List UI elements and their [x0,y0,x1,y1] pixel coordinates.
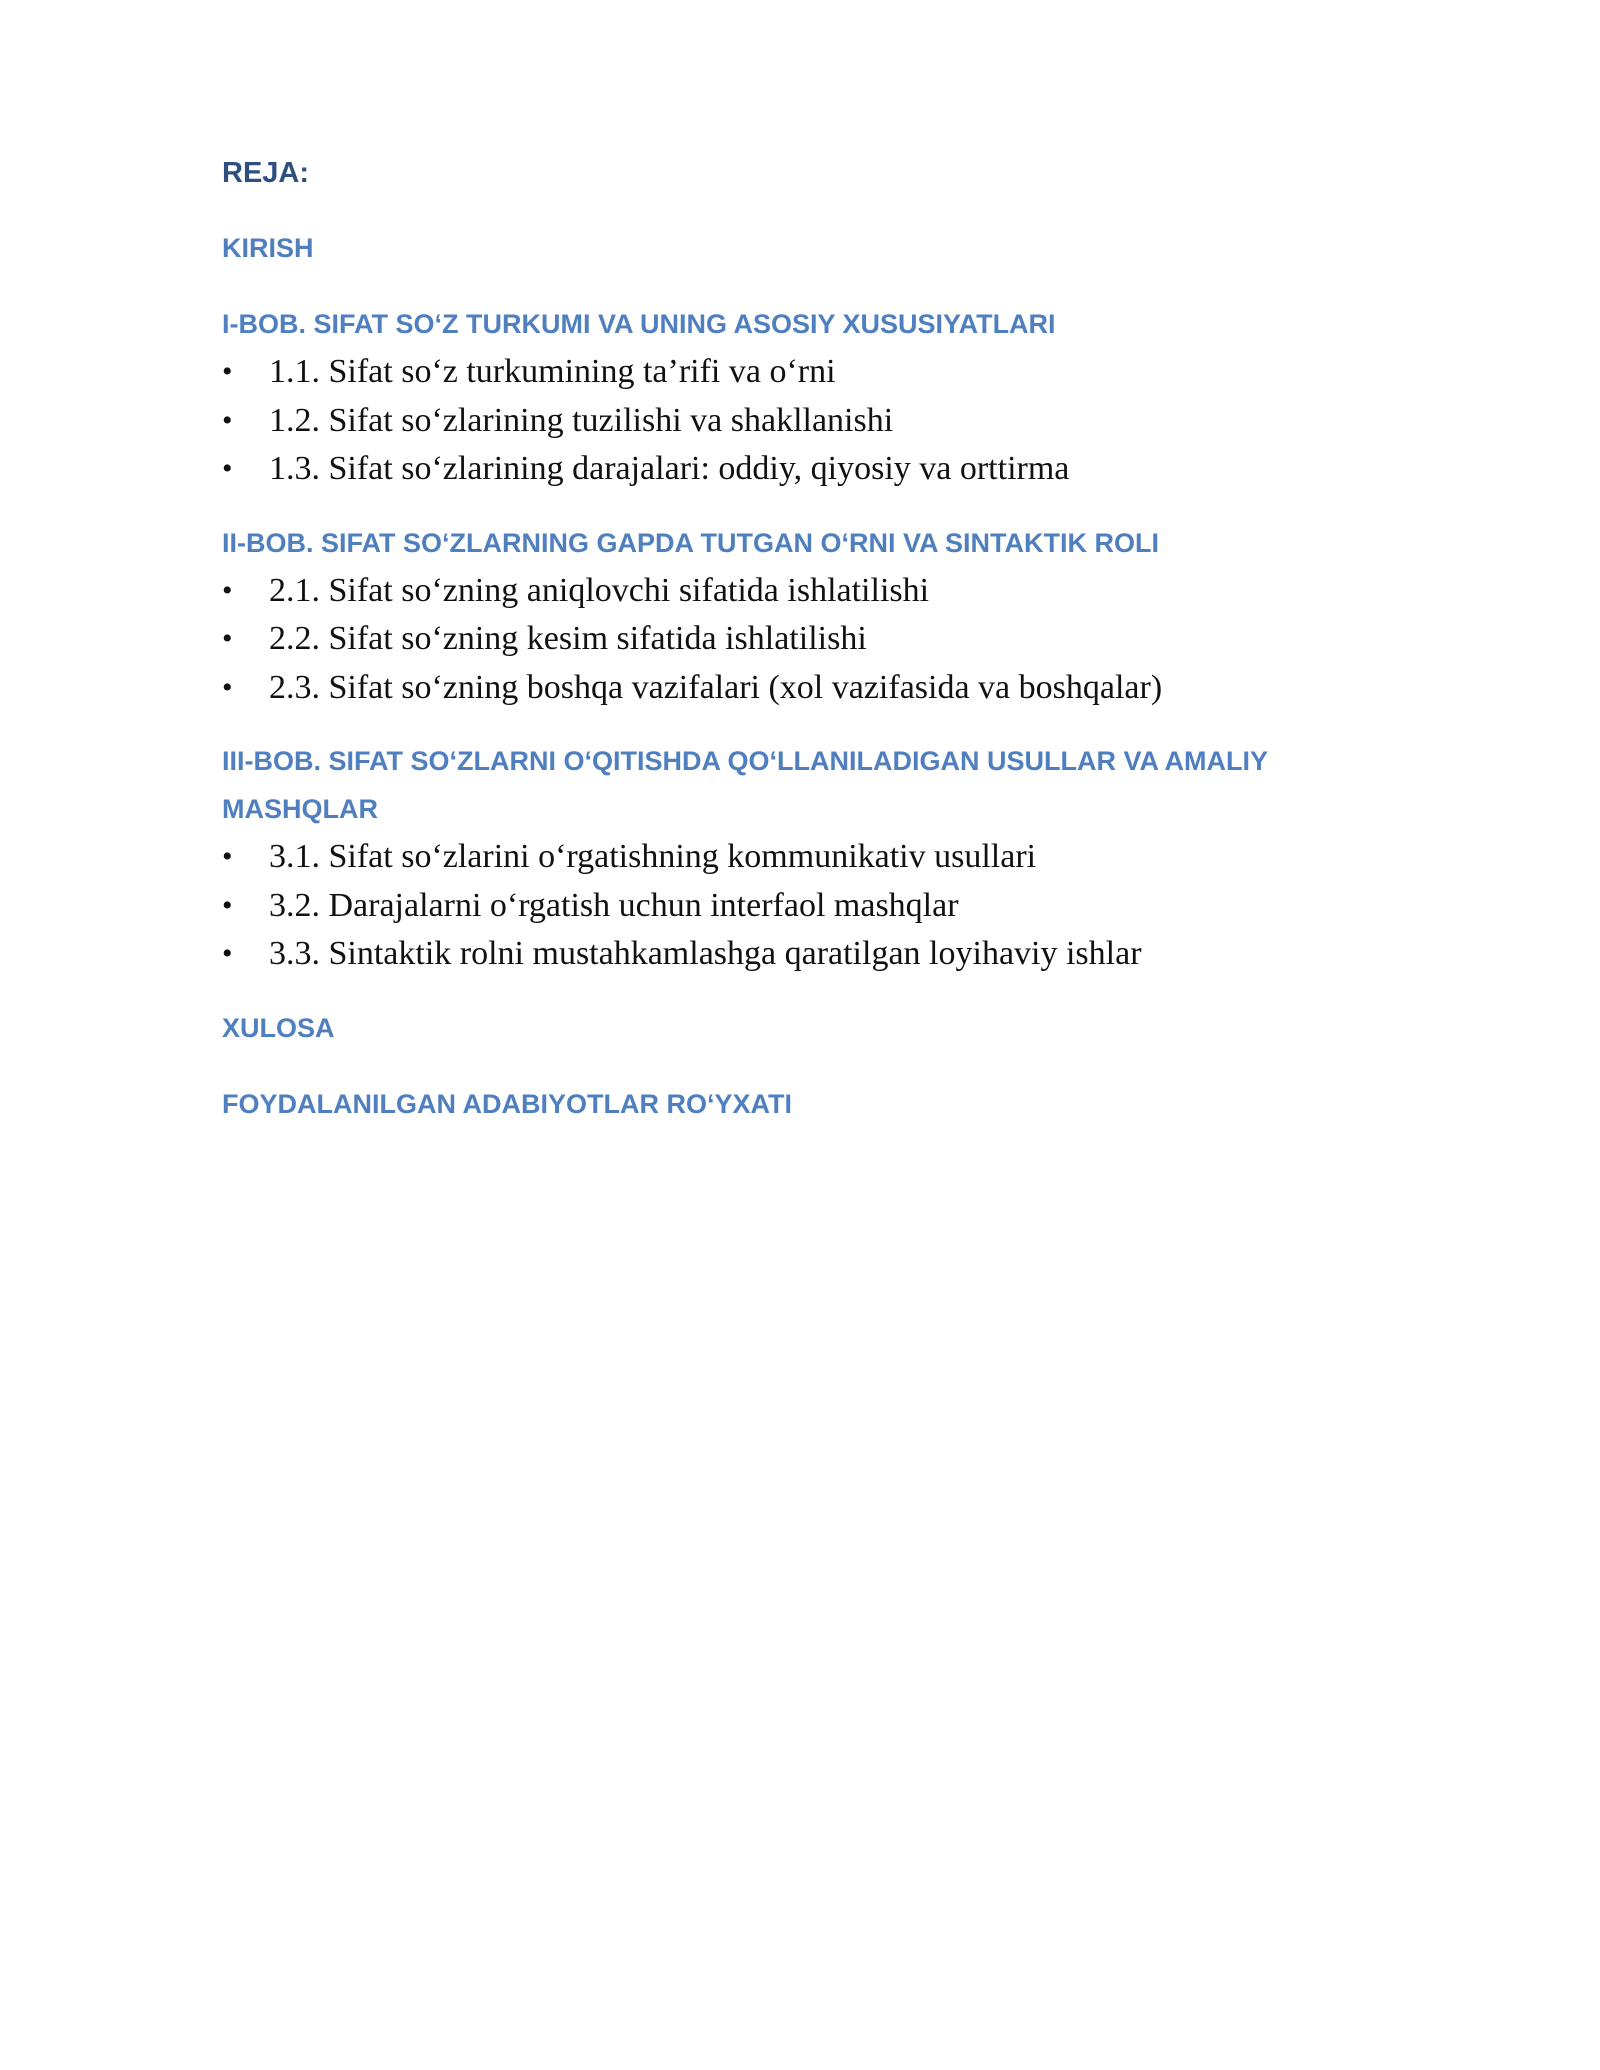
bullet-icon: • [222,573,233,607]
bullet-icon: • [222,403,233,437]
list-item-text: 1.1. Sifat so‘z turkumining ta’rifi va o‘rni [269,353,836,390]
list-item-text: 3.1. Sifat so‘zlarini o‘rgatishning kommunikativ usullari [269,838,1037,875]
list-item-text: 1.2. Sifat so‘zlarining tuzilishi va shakllanishi [269,401,894,439]
intro-heading: KIRISH [222,233,314,263]
list-item-text: 2.1. Sifat so‘zning aniqlovchi sifatida ishlatilishi [269,571,930,609]
bullet-icon: • [222,355,233,388]
chapter-3-heading [222,737,1422,833]
conclusion-heading: XULOSA [222,1012,335,1043]
chapter-3-heading-line-2: MASHQLAR [222,794,378,824]
page-title: REJA: [222,157,310,189]
list-item [222,664,1422,713]
bullet-icon: • [222,670,233,704]
document-page [222,150,1422,1128]
list-item [222,833,1422,882]
bullet-icon: • [222,888,233,922]
list-item [222,882,1422,931]
list-item [222,615,1422,664]
bullet-icon: • [222,452,233,485]
list-item-text: 2.2. Sifat so‘zning kesim sifatida ishlatilishi [269,620,867,657]
references-heading: FOYDALANILGAN ADABIYOTLAR RO‘YXATI [222,1088,792,1119]
list-item [222,930,1422,979]
chapter-1-list [222,348,1422,494]
list-item-text: 3.3. Sintaktik rolni mustahkamlashga qaratilgan loyihaviy ishlar [269,935,1142,972]
list-item [222,567,1422,616]
list-item-text: 1.3. Sifat so‘zlarining darajalari: oddiy, qiyosiy va orttirma [269,450,1070,487]
list-item-text: 3.2. Darajalarni o‘rgatish uchun interfaol mashqlar [269,886,959,924]
list-item [222,348,1422,397]
chapter-1-heading: I-BOB. SIFAT SO‘Z TURKUMI VA UNING ASOSIY XUSUSIYATLARI [222,309,1056,339]
list-item [222,445,1422,494]
bullet-icon: • [222,622,233,655]
chapter-3-heading-line-1: III-BOB. SIFAT SO‘ZLARNI O‘QITISHDA QO‘LLANILADIGAN USULLAR VA AMALIY [222,746,1268,776]
chapter-3-list [222,833,1422,979]
chapter-2-list [222,567,1422,713]
chapter-2-heading: II-BOB. SIFAT SO‘ZLARNING GAPDA TUTGAN O‘RNI VA SINTAKTIK ROLI [222,527,1159,558]
list-item-text: 2.3. Sifat so‘zning boshqa vazifalari (xol vazifasida va boshqalar) [269,668,1163,706]
bullet-icon: • [222,840,233,873]
bullet-icon: • [222,937,233,970]
list-item [222,397,1422,446]
